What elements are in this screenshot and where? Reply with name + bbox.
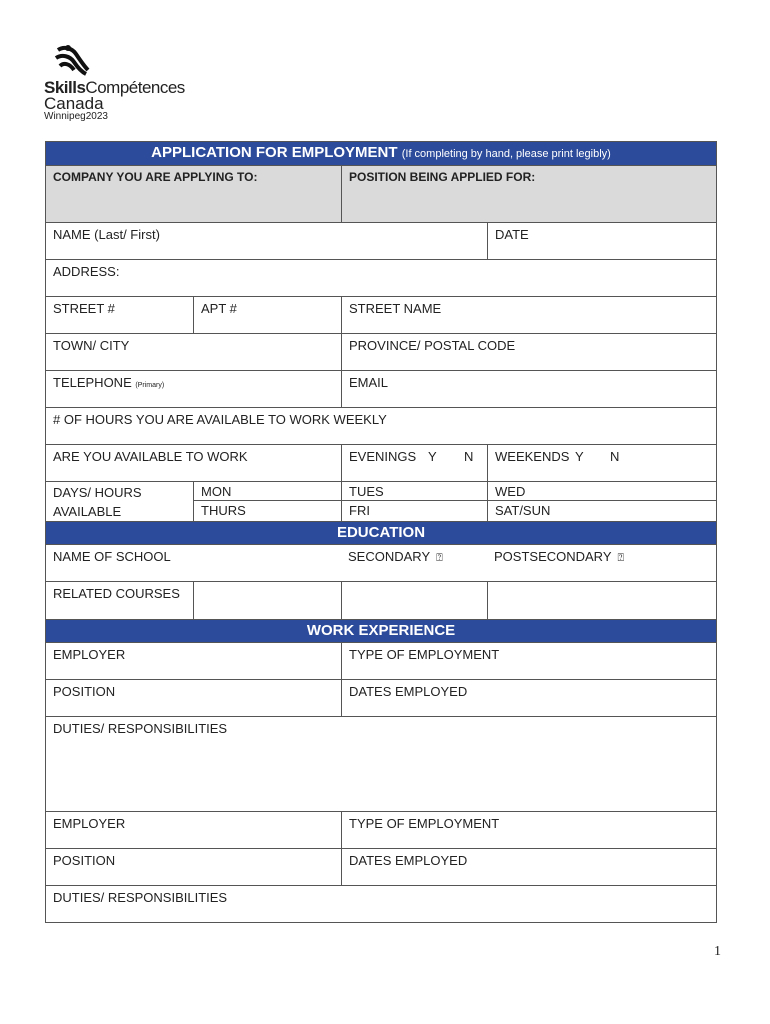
dates-employed-label-2: DATES EMPLOYED: [349, 853, 468, 868]
wed-field[interactable]: [488, 482, 716, 501]
address-row: [46, 259, 716, 296]
availability-row: [46, 444, 716, 481]
work-experience-header: [46, 619, 716, 642]
courses-label-cell: [46, 582, 193, 619]
employment-type-field-1[interactable]: [341, 643, 716, 679]
street-row: [46, 296, 716, 333]
town-label: TOWN/ CITY: [53, 338, 130, 353]
employer-label-1: EMPLOYER: [53, 647, 126, 662]
employment-type-field-2[interactable]: [341, 812, 716, 848]
duties-row-1: [46, 716, 716, 811]
fri-label: FRI: [349, 503, 370, 518]
apt-label: APT #: [201, 301, 237, 316]
street-name-field[interactable]: [341, 297, 716, 333]
name-date-row: [46, 222, 716, 259]
available-label: ARE YOU AVAILABLE TO WORK: [53, 449, 248, 464]
thurs-label: THURS: [201, 503, 246, 518]
postsecondary-cell: [487, 545, 716, 581]
weekends-no-option[interactable]: N: [610, 449, 620, 464]
employer-field-2[interactable]: [46, 812, 341, 848]
job-position-field-1[interactable]: [46, 680, 341, 716]
logo-line-canada: Canada: [44, 94, 104, 113]
position-row-1: [46, 679, 716, 716]
days-label-cell: [46, 482, 193, 521]
mon-field[interactable]: [194, 482, 341, 501]
street-number-field[interactable]: [46, 297, 193, 333]
employment-type-label-1: TYPE OF EMPLOYMENT: [349, 647, 500, 662]
skills-canada-logo: [44, 44, 204, 126]
days-row: [46, 481, 716, 521]
courses-label: RELATED COURSES: [53, 586, 180, 601]
secondary-checkbox[interactable]: ⍰: [436, 552, 443, 564]
skills-logo-icon: [54, 44, 90, 78]
company-label: COMPANY YOU ARE APPLYING TO:: [53, 170, 258, 184]
courses-row: [46, 581, 716, 619]
street-name-label: STREET NAME: [349, 301, 442, 316]
duties-field-1[interactable]: [46, 717, 716, 811]
duties-field-2[interactable]: [46, 886, 716, 922]
evenings-label: EVENINGS: [349, 449, 417, 464]
company-field[interactable]: [46, 166, 341, 222]
hours-label: # OF HOURS YOU ARE AVAILABLE TO WORK WEEKLY: [53, 412, 387, 427]
evenings-cell: [341, 445, 487, 481]
satsun-label: SAT/SUN: [495, 503, 551, 518]
email-field[interactable]: [341, 371, 716, 407]
town-field[interactable]: [46, 334, 341, 370]
form-title: APPLICATION FOR EMPLOYMENT: [151, 144, 398, 161]
hours-field[interactable]: [46, 408, 716, 444]
course-field-3[interactable]: [487, 582, 716, 619]
days-label-line2: AVAILABLE: [53, 504, 122, 519]
telephone-label: TELEPHONE: [53, 375, 132, 390]
name-field[interactable]: [46, 223, 487, 259]
secondary-label: SECONDARY: [348, 549, 431, 564]
dates-employed-label-1: DATES EMPLOYED: [349, 684, 468, 699]
job-position-label-2: POSITION: [53, 853, 116, 868]
evenings-no-option[interactable]: N: [464, 449, 474, 464]
company-position-row: [46, 165, 716, 222]
tues-field[interactable]: [342, 482, 487, 501]
available-cell: [46, 445, 341, 481]
logo-brand-rest: Compétences: [85, 78, 185, 97]
weekends-yes-option[interactable]: Y: [575, 449, 584, 464]
form-title-bar: [46, 142, 716, 165]
email-label: EMAIL: [349, 375, 389, 390]
province-label: PROVINCE/ POSTAL CODE: [349, 338, 516, 353]
name-label: NAME (Last/ First): [53, 227, 160, 242]
address-field[interactable]: [46, 260, 716, 296]
employment-application-form: [45, 141, 717, 923]
employer-row-1: [46, 642, 716, 679]
course-field-1[interactable]: [193, 582, 341, 619]
tues-fri-cell: [341, 482, 487, 521]
weekends-label: WEEKENDS: [495, 449, 570, 464]
telephone-note: (Primary): [135, 382, 165, 389]
wed-sat-cell: [487, 482, 716, 521]
postsecondary-checkbox[interactable]: ⍰: [617, 552, 625, 564]
page-number: 1: [714, 944, 721, 959]
job-position-label-1: POSITION: [53, 684, 116, 699]
mon-label: MON: [201, 484, 232, 499]
date-label: DATE: [495, 227, 529, 242]
school-field[interactable]: [46, 545, 341, 581]
employer-field-1[interactable]: [46, 643, 341, 679]
province-field[interactable]: [341, 334, 716, 370]
position-applied-field[interactable]: [341, 166, 716, 222]
duties-label-2: DUTIES/ RESPONSIBILITIES: [53, 890, 228, 905]
apt-field[interactable]: [193, 297, 341, 333]
fri-field[interactable]: [342, 501, 487, 518]
logo-line-event: Winnipeg2023: [44, 111, 108, 122]
telephone-field[interactable]: [46, 371, 341, 407]
days-label-line1: DAYS/ HOURS: [53, 485, 142, 500]
employer-label-2: EMPLOYER: [53, 816, 126, 831]
satsun-field[interactable]: [488, 501, 716, 518]
town-row: [46, 333, 716, 370]
postsecondary-label: POSTSECONDARY: [494, 549, 612, 564]
position-row-2: [46, 848, 716, 885]
weekends-cell: [487, 445, 716, 481]
position-applied-label: POSITION BEING APPLIED FOR:: [349, 170, 536, 184]
address-label: ADDRESS:: [53, 264, 120, 279]
tues-label: TUES: [349, 484, 384, 499]
street-number-label: STREET #: [53, 301, 115, 316]
contact-row: [46, 370, 716, 407]
duties-label-1: DUTIES/ RESPONSIBILITIES: [53, 721, 228, 736]
dates-employed-field-2[interactable]: [341, 849, 716, 885]
job-position-field-2[interactable]: [46, 849, 341, 885]
course-field-2[interactable]: [341, 582, 487, 619]
hours-row: [46, 407, 716, 444]
secondary-cell: [341, 545, 487, 581]
wed-label: WED: [495, 484, 526, 499]
education-header: [46, 521, 716, 544]
education-title: EDUCATION: [336, 524, 426, 541]
date-field[interactable]: [487, 223, 716, 259]
dates-employed-field-1[interactable]: [341, 680, 716, 716]
work-experience-title: WORK EXPERIENCE: [306, 622, 456, 639]
thurs-field[interactable]: [194, 501, 341, 518]
evenings-yes-option[interactable]: Y: [428, 449, 437, 464]
duties-row-2: [46, 885, 716, 922]
employer-row-2: [46, 811, 716, 848]
school-label: NAME OF SCHOOL: [53, 549, 171, 564]
employment-type-label-2: TYPE OF EMPLOYMENT: [349, 816, 500, 831]
logo-brand-bold: Skills: [44, 78, 86, 97]
form-title-note: (If completing by hand, please print legibly): [401, 148, 611, 160]
school-row: [46, 544, 716, 581]
mon-thurs-cell: [193, 482, 341, 521]
